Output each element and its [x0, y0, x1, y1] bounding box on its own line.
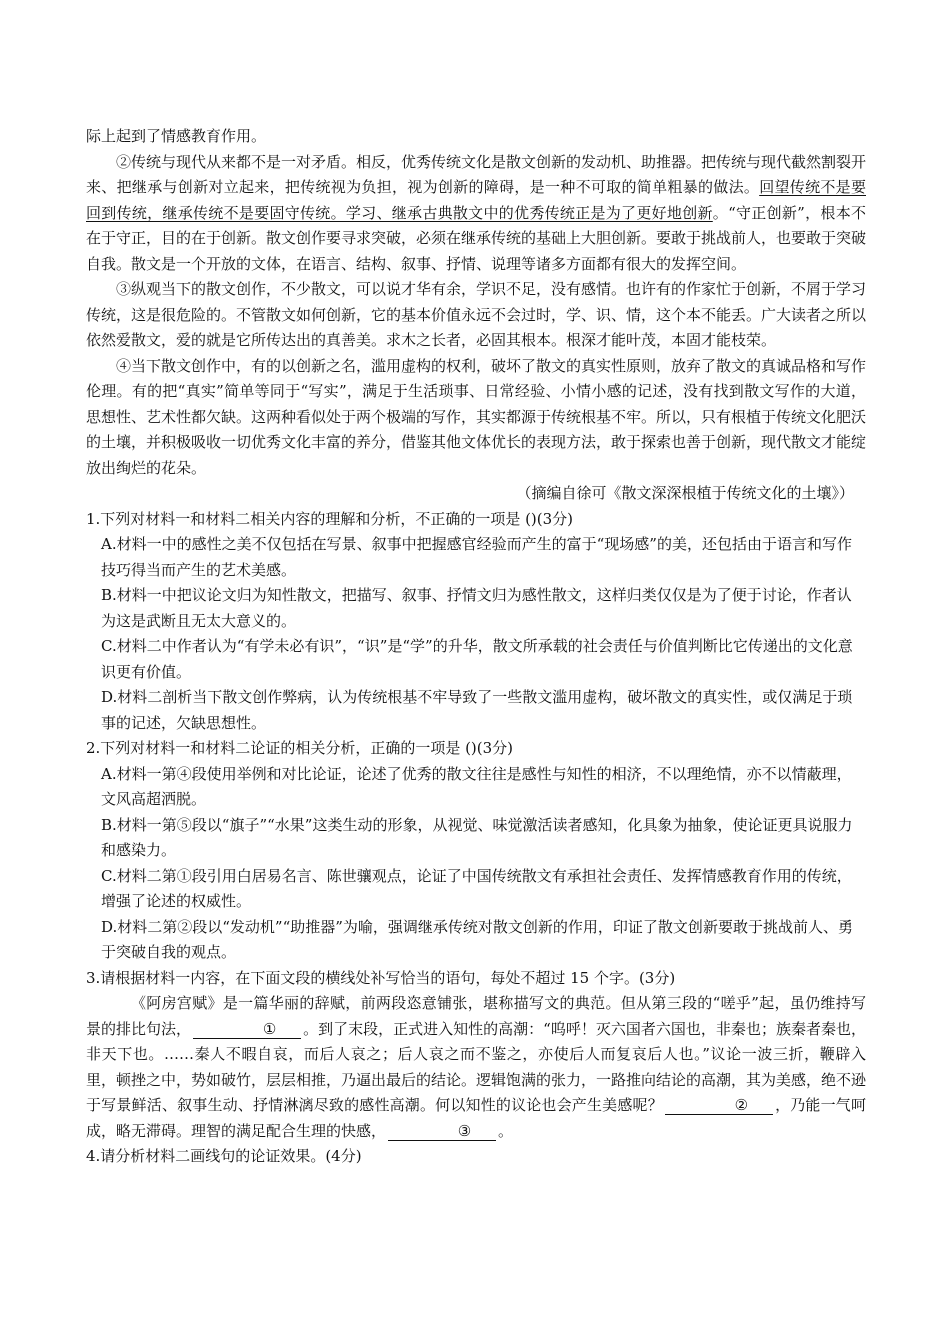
- paragraph-continuation: 际上起到了情感教育作用。: [86, 127, 267, 145]
- answer-blank-2[interactable]: ②: [665, 1096, 773, 1115]
- question-1-option-d: D.材料二剖析当下散文创作弊病，认为传统根基不牢导致了一些散文滥用虚构，破坏散文的真实性，或仅满足于琐事的记述，欠缺思想性。: [101, 688, 853, 732]
- question-1: [86, 507, 866, 737]
- question-1-option-a: A.材料一中的感性之美不仅包括在写景、叙事中把握感官经验而产生的富于“现场感”的美，还包括由于语言和写作技巧得当而产生的艺术美感。: [101, 535, 852, 579]
- paragraph-2: [86, 150, 866, 278]
- question-2: [86, 736, 866, 966]
- question-2-option-c: C.材料二第①段引用白居易名言、陈世骧观点，论证了中国传统散文有承担社会责任、发挥情感教育作用的传统，增强了论述的权威性。: [101, 866, 852, 910]
- question-4: [86, 1144, 866, 1170]
- question-1-stem: 1.下列对材料一和材料二相关内容的理解和分析，不正确的一项是 ()(3分): [86, 509, 574, 528]
- question-2-option-a: A.材料一第④段使用举例和对比论证，论述了优秀的散文往往是感性与知性的相济，不以理绝情，亦不以情蔽理，文风高超洒脱。: [101, 764, 852, 808]
- question-3-text-4: 。: [498, 1121, 514, 1140]
- question-3: [86, 966, 866, 1145]
- source-citation: （摘编自徐可《散文深深根植于传统文化的土壤》）: [516, 484, 854, 502]
- question-3-text-3: ，乃能一气呵成，略无滞碍。理智的满足配合生理的快感，: [86, 1096, 866, 1140]
- question-3-text-2: 。到了末段，正式进入知性的高潮：“呜呼！灭六国者六国也，非秦也；族秦者秦也，非天下也。……秦人不暇自哀，而后人哀之；后人哀之而不鉴之，亦使后人而复哀后人也。”议论一波三折，鞭辟入里，顿挫之中，势如破竹，层层相推，乃逼出最后的结论。逻辑饱满的张力，一路推向结论的高潮，其为美感，绝不逊于写景鲜活、叙事生动、抒情淋漓尽致的感性高潮。何以知性的议论也会产生美感呢？: [86, 1019, 867, 1114]
- question-3-passage: [86, 991, 866, 1144]
- question-2-option-b: B.材料一第⑤段以“旗子”“水果”这类生动的形象，从视觉、味觉激活读者感知，化具象为抽象，使论证更具说服力和感染力。: [101, 815, 853, 859]
- question-2-stem: 2.下列对材料一和材料二论证的相关分析，正确的一项是 ()(3分): [86, 739, 514, 757]
- answer-blank-3[interactable]: ③: [388, 1122, 496, 1141]
- question-2-option-d: D.材料二第②段以“发动机”“助推器”为喻，强调继承传统对散文创新的作用，印证了散文创新要敢于挑战前人、勇于突破自我的观点。: [101, 917, 853, 961]
- question-3-stem: 3.请根据材料一内容，在下面文段的横线处补写恰当的语句，每处不超过 15 个字。(3分): [86, 968, 676, 987]
- question-1-option-c: C.材料二中作者认为“有学未必有识”，“识”是“学”的升华，散文所承载的社会责任与价值判断比它传递出的文化意识更有价值。: [101, 637, 853, 681]
- underlined-sentence: 回望传统不是要回到传统，继承传统不是要固守传统。学习、继承古典散文中的优秀传统正是为了更好地创新: [86, 178, 866, 222]
- paragraph-2-rest: 。“守正创新”，根本不在于守正，目的在于创新。散文创作要寻求突破，必须在继承传统的基础上大胆创新。要敢于挑战前人，也要敢于突破自我。散文是一个开放的文体，在语言、结构、叙事、抒情、说理等诸多方面都有很大的发挥空间。: [86, 203, 867, 273]
- paragraph-2-lead: ②传统与现代从来都不是一对矛盾。相反，优秀传统文化是散文创新的发动机、助推器。把传统与现代截然割裂开来、把继承与创新对立起来，把传统视为负担，视为创新的障碍，是一种不可取的简单粗暴的做法。: [86, 152, 867, 196]
- paragraph-3: ③纵观当下的散文创作，不少散文，可以说才华有余，学识不足，没有感情。也许有的作家忙于创新，不屑于学习传统，这是很危险的。不管散文如何创新，它的基本价值永远不会过时，学、识、情，这个本不能丢。广大读者之所以依然爱散文，爱的就是它所传达出的真善美。求木之长者，必固其根本。根深才能叶茂，本固才能枝荣。: [86, 280, 867, 349]
- question-3-text-1: 《阿房宫赋》是一篇华丽的辞赋，前两段恣意铺张，堪称描写文的典范。但从第三段的“嗟乎”起，虽仍维持写景的排比句法，: [86, 994, 866, 1038]
- answer-blank-1[interactable]: ①: [193, 1020, 301, 1039]
- question-4-stem: 4.请分析材料二画线句的论证效果。(4分): [86, 1147, 362, 1165]
- paragraph-4: ④当下散文创作中，有的以创新之名，滥用虚构的权利，破坏了散文的真实性原则，放弃了散文的真诚品格和写作伦理。有的把“真实”简单等同于“写实”，满足于生活琐事、日常经验、小情小感的记述，没有找到散文写作的大道，思想性、艺术性都欠缺。这两种看似处于两个极端的写作，其实都源于传统根基不牢。所以，只有根植于传统文化肥沃的土壤，并积极吸收一切优秀文化丰富的养分，借鉴其他文体优长的表现方法，敢于探索也善于创新，现代散文才能绽放出绚烂的花朵。: [86, 356, 867, 477]
- question-1-option-b: B.材料一中把议论文归为知性散文，把描写、叙事、抒情文归为感性散文，这样归类仅仅是为了便于讨论，作者认为这是武断且无太大意义的。: [101, 586, 852, 630]
- exam-page: [86, 124, 866, 1170]
